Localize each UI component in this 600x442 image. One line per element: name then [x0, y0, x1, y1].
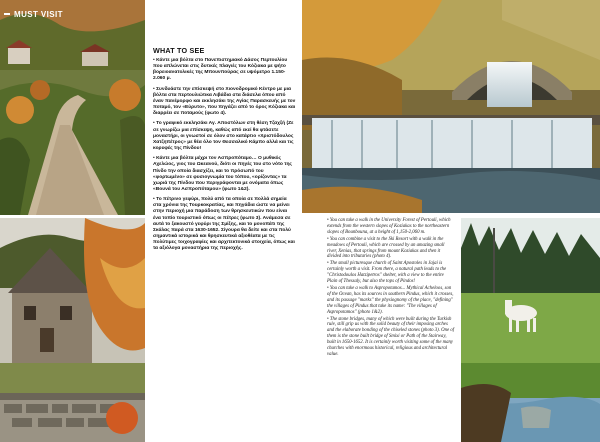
english-paragraph: • The small picturesque church of Saint Apostoles in Jajai is certainly worth a visit. From there, a natural path leads to the "Christodoulos Hatzipetros" shelter, with a view to the entire Plain of Thessaly, but also the tops of Pindos! — [327, 261, 447, 285]
greek-paragraph: • Το γραφικό εκκλησάκι Αγ. Αποστόλων στη θέση Τζαχξή (Ζε σε γνωρίζω μια επίσκεψη, καθώς από εκεί θα φτάσετε μοναστήρι, οι γνωστοί σε όλον στο κατάρτιο «Χριστόδουλος Χατζηπέτρος» με θέα όλο τον Θεσσαλικό Κάμπο αλλά και τις κορυφές της Πίνδου! — [153, 121, 294, 152]
greek-paragraph: • Κάντε μια βόλτα μέχρι τον Ασπροπόταμο… Ο μυθικός Αχελώος, γιος του Ωκεανού, διότι οι πηγές του στο νότο της Πίνδο την οποία διασχίζει, και το πρόσωπό του «φορτωμένο» σε φυσιογνωμία του τόπου, «ορίζοντας» τα χωριά της Πίνδου που περιγράφονται με ονόματα όπως «Βουνά του Ασπροπόταμου» (φωτο 1&2). — [153, 156, 292, 192]
section-heading: WHAT TO SEE — [153, 46, 205, 55]
english-text-column — [327, 218, 455, 359]
greek-paragraph: • Το πέτρινο γεφύρι, πολύ από τα οποία σε πολλά σημεία στα χρόνια της Τουρκοκρατίας, και πηγάδια ώστε να μείνει στην περιοχή μια παράδοση των θρησκευτικών που είναι ένα τοπίο τουριστικό όπως οι πέτρες (φωτο 3). Ανάμεσα σε αυτά το ξακουστό γεφύρι της Σμίξης, και το μονοπάτι της Σκάλας παρά στα 1630-1652. Σίγουρα θα δείτε και στα πολύ σημαντικά ιστορικά και θρησκευτικά αξιοθέατα με τις πολύτιμες τοιχογραφίες και αρχιτεκτονικά στοιχεία, όπως και τα αξιόλογα μοναστήρια της περιοχής. — [153, 197, 295, 252]
greek-text-column — [153, 46, 296, 257]
greek-paragraph: • Συνδυάστε την επίσκεψή στο Χιονοδρομικό Κέντρο με μια βόλτα στα περτουλιώτικα Λιβάδια στα διάσελα όπου από έναν πανέμορφο και εκκλησάκι της Αγίας Παρασκευής με τον ποταμό, τον «Εύρυτο», που πηγάζει από το όρος Κόζιακα και διαρρέει σε ποταμούς (φωτο 4). — [153, 86, 296, 117]
stone-path-photo — [0, 0, 145, 215]
english-paragraph: • You can combine a visit to the Ski Resort with a walk in the meadows of Pertouli, which are crossed by an amazing small river, Xenias, that springs from mount Koziakas and then it divided into tributaries (photo 4). — [327, 236, 445, 260]
section-tag: MUST VISIT — [4, 10, 63, 19]
greek-paragraph: • Κάντε μια βόλτα στο Πανεπιστημιακό Δάσος Περτουλίου που απλώνεται στις δυτικές πλαγιές του Κόζιακα με ψήτο βορειοανατολικές της Μπουνπούρας σε υψόμετρο 1.150-2.060 μ. — [153, 58, 288, 82]
english-paragraph: • You can take a walk to Aspropotamos... Mythical Acheloos, son of the Ocean, has its sources in southern Pindus, which it crosses, and its passage "marks" the physiognomy of the place, "defining" the villages of Pindus that take its name: "The villages of Aspropotamos" (photo 1&2). — [327, 285, 454, 315]
stone-house-photo — [0, 218, 145, 442]
english-paragraph: • The stone bridges, many of which were built during the Turkish rule, still grip us with the solid beauty of their imposing arches and the elaborate bonding of the chiseled stones (photo 3). One of them is the stone built bridge of Smixi or Path of the Stairway, built in 1650-1652. It is certainly worth visiting some of the many churches with enormous historical, religious and architectural value. — [327, 316, 455, 357]
waterfall-bridge-photo — [302, 0, 600, 213]
english-paragraph: • You can take a walk in the University Forest of Pertouli, which extends from the western slopes of Koziakas to the northeastern slopes of Bounbouna, at a height of 1,150-2,060 m. — [327, 218, 451, 235]
white-horse-meadow-photo — [461, 218, 600, 442]
